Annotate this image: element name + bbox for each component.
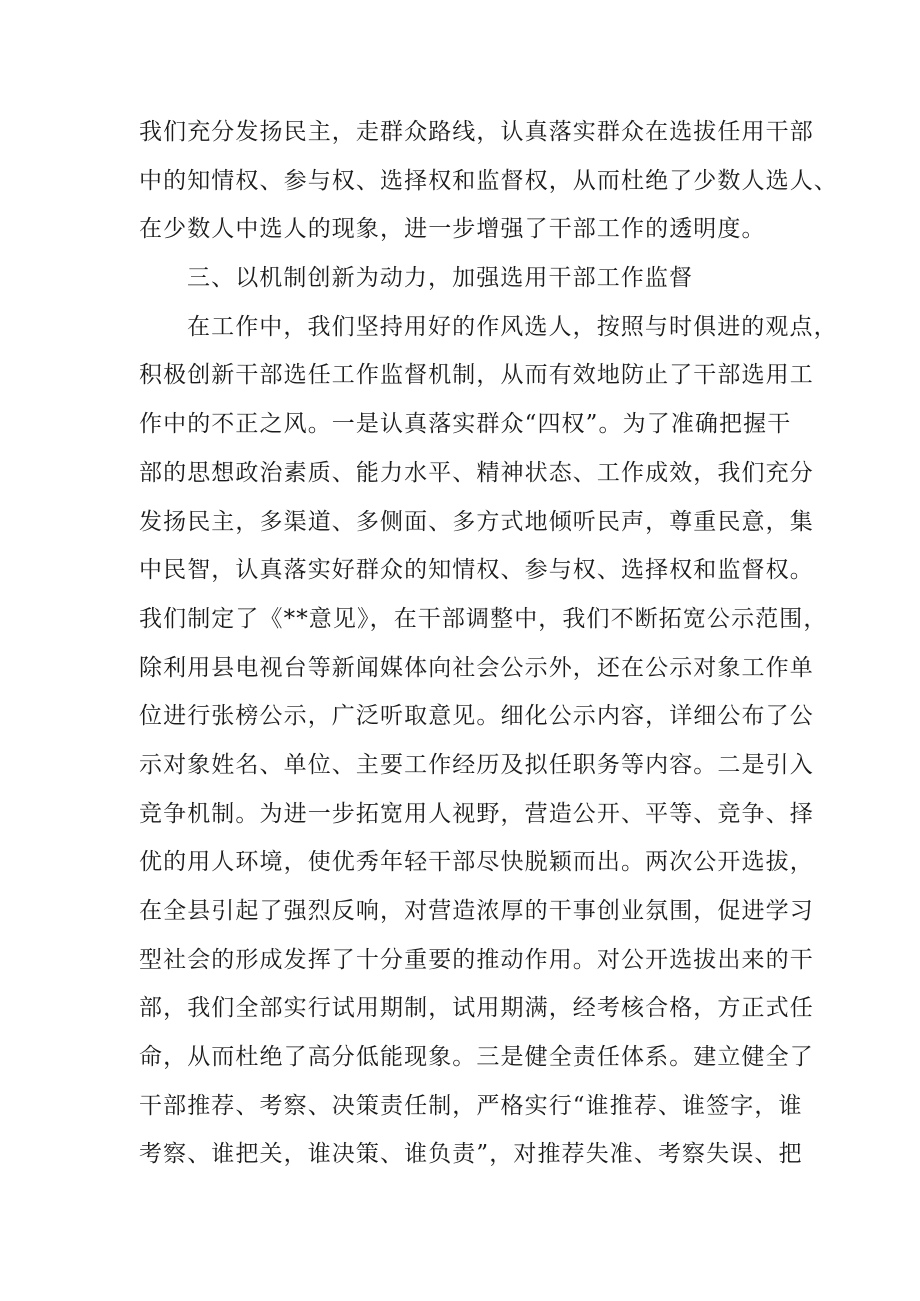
section-heading: 三、以机制创新为动力，加强选用干部工作监督 [187, 265, 694, 292]
text-line: 部的思想政治素质、能力水平、精神状态、工作成效，我们充分 [139, 459, 814, 486]
text-line: 竞争机制。为进一步拓宽用人视野，营造公开、平等、竞争、择 [139, 800, 814, 827]
text-line: 中的知情权、参与权、选择权和监督权，从而杜绝了少数人选人、 [139, 167, 838, 194]
text-line: 作中的不正之风。一是认真落实群众“四权”。为了准确把握干 [139, 411, 792, 438]
text-line: 命，从而杜绝了高分低能现象。三是健全责任体系。建立健全了 [139, 1044, 814, 1071]
text-line: 干部推荐、考察、决策责任制，严格实行“谁推荐、谁签字，谁 [139, 1092, 803, 1119]
document-body [139, 108, 838, 1179]
text-line: 积极创新干部选任工作监督机制，从而有效地防止了干部选用工 [139, 362, 814, 389]
text-line: 优的用人环境，使优秀年轻干部尽快脱颖而出。两次公开选拔， [139, 849, 814, 876]
text-line: 除利用县电视台等新闻媒体向社会公示外，还在公示对象工作单 [139, 654, 814, 681]
text-line: 示对象姓名、单位、主要工作经历及拟任职务等内容。二是引入 [139, 751, 814, 778]
text-line: 考察、谁把关，谁决策、谁负责”，对推荐失准、考察失误、把 [139, 1141, 803, 1168]
text-line: 中民智，认真落实好群众的知情权、参与权、选择权和监督权。 [139, 557, 814, 584]
text-line: 位进行张榜公示，广泛听取意见。细化公示内容，详细公布了公 [139, 703, 814, 730]
text-line: 型社会的形成发挥了十分重要的推动作用。对公开选拔出来的干 [139, 946, 814, 973]
text-line: 在工作中，我们坚持用好的作风选人，按照与时俱进的观点， [187, 313, 838, 340]
text-line: 部，我们全部实行试用期制，试用期满，经考核合格，方正式任 [139, 995, 814, 1022]
text-line: 发扬民主，多渠道、多侧面、多方式地倾听民声，尊重民意，集 [139, 508, 814, 535]
text-line: 我们制定了《**意见》，在干部调整中，我们不断拓宽公示范围， [139, 605, 828, 632]
text-line: 在少数人中选人的现象，进一步增强了干部工作的透明度。 [139, 216, 766, 243]
text-line: 在全县引起了强烈反响，对营造浓厚的干事创业氛围，促进学习 [139, 898, 814, 924]
text-line: 我们充分发扬民主，走群众路线，认真落实群众在选拔任用干部 [139, 119, 814, 145]
